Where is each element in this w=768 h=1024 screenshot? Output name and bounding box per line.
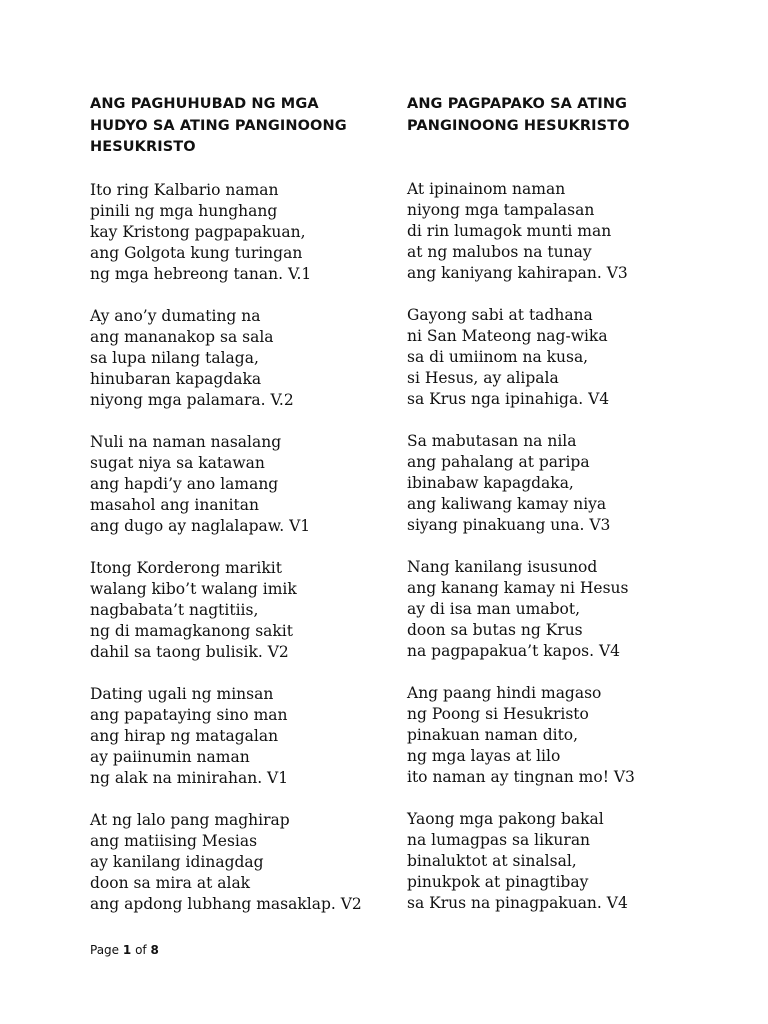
verse-line: At ipinainom naman [407, 180, 566, 198]
verse-line: ay kanilang idinagdag [90, 852, 264, 871]
page-number-footer [90, 943, 159, 957]
verse-line: ang kanang kamay ni Hesus [407, 579, 629, 597]
verse-line: ng di mamagkanong sakit [90, 621, 293, 640]
verse-line: Itong Korderong marikit [90, 558, 282, 577]
left-title [90, 94, 380, 159]
verse-line: ang matiising Mesias [90, 831, 258, 850]
verse-line: Nuli na naman nasalang [90, 432, 282, 451]
verse-line: ang mananakop sa sala [90, 327, 274, 346]
verse-line: Ang paang hindi magaso [407, 684, 602, 702]
verse-line: na lumagpas sa likuran [407, 831, 591, 849]
verse-line: ng mga hebreong tanan. V.1 [90, 264, 312, 283]
title-line: ANG PAGPAPAKO SA ATING [407, 96, 628, 112]
verse-line: ang kaliwang kamay niya [407, 495, 607, 513]
verse-line: dahil sa taong bulisik. V2 [90, 642, 289, 661]
verse-line: ang papataying sino man [90, 705, 288, 724]
stanza [407, 431, 737, 536]
stanza [407, 683, 737, 788]
verse-line: sa lupa nilang talaga, [90, 348, 259, 367]
title-line: ANG PAGHUHUBAD NG MGA [90, 96, 319, 112]
stanza [90, 558, 380, 663]
verse-line: Yaong mga pakong bakal [407, 810, 604, 828]
stanza [407, 305, 737, 410]
stanza [407, 557, 737, 662]
verse-line: ito naman ay tingnan mo! V3 [407, 768, 635, 786]
verse-line: ang pahalang at paripa [407, 453, 590, 471]
title-line: HUDYO SA ATING PANGINOONG [90, 117, 347, 134]
verse-line: ng mga layas at lilo [407, 747, 561, 765]
verse-line: sugat niya sa katawan [90, 453, 265, 472]
verse-line: ang Golgota kung turingan [90, 243, 303, 262]
verse-line: ang hapdi’y ano lamang [90, 474, 279, 493]
verse-line: at ng malubos na tunay [407, 243, 592, 261]
stanza [90, 810, 380, 915]
verse-line: masahol ang inanitan [90, 495, 259, 514]
verse-line: di rin lumagok munti man [407, 222, 612, 240]
verse-line: Ay ano’y dumating na [90, 306, 261, 325]
verse-line: siyang pinakuang una. V3 [407, 516, 611, 534]
stanza [90, 684, 380, 789]
verse-line: walang kibo’t walang imik [90, 579, 297, 598]
stanza [407, 809, 737, 914]
verse-line: niyong mga palamara. V.2 [90, 390, 294, 409]
verse-line: binaluktot at sinalsal, [407, 852, 577, 870]
verse-line: na pagpapakua’t kapos. V4 [407, 642, 621, 660]
verse-line: Nang kanilang isusunod [407, 558, 598, 576]
verse-line: hinubaran kapagdaka [90, 369, 262, 388]
verse-line: ng alak na minirahan. V1 [90, 768, 289, 787]
of-label: of [135, 943, 147, 957]
verse-line: pinili ng mga hunghang [90, 201, 278, 220]
verse-line: ng Poong si Hesukristo [407, 705, 589, 723]
verse-line: si Hesus, ay alipala [407, 369, 559, 387]
verse-line: pinakuan naman dito, [407, 726, 579, 744]
verse-line: sa Krus nga ipinahiga. V4 [407, 390, 610, 408]
verse-line: Ito ring Kalbario naman [90, 180, 279, 199]
verse-line: ang dugo ay naglalapaw. V1 [90, 516, 311, 535]
verse-line: ay di isa man umabot, [407, 600, 580, 618]
stanza [90, 432, 380, 537]
stanza [407, 179, 737, 284]
verse-line: At ng lalo pang maghirap [90, 810, 290, 829]
title-line: HESUKRISTO [90, 139, 196, 155]
verse-line: niyong mga tampalasan [407, 201, 595, 219]
verse-line: ang hirap ng matagalan [90, 726, 279, 745]
right-title [407, 94, 737, 137]
verse-line: kay Kristong pagpapakuan, [90, 222, 306, 241]
verse-line: sa di umiinom na kusa, [407, 348, 589, 366]
verse-line: ang kaniyang kahirapan. V3 [407, 264, 628, 282]
verse-line: nagbabata’t nagtitiis, [90, 600, 259, 619]
stanza [90, 180, 380, 285]
verse-line: Dating ugali ng minsan [90, 684, 274, 703]
left-column [90, 94, 380, 936]
verse-line: ang apdong lubhang masaklap. V2 [90, 894, 362, 913]
verse-line: doon sa butas ng Krus [407, 621, 583, 639]
verse-line: ibinabaw kapagdaka, [407, 474, 574, 492]
verse-line: Sa mabutasan na nila [407, 432, 577, 450]
page-label: Page [90, 943, 120, 957]
verse-line: ay paiinumin naman [90, 747, 250, 766]
page-current: 1 [122, 943, 132, 957]
verse-line: pinukpok at pinagtibay [407, 873, 589, 891]
verse-line: ni San Mateong nag-wika [407, 327, 608, 345]
page-total: 8 [150, 943, 159, 957]
stanza [90, 306, 380, 411]
verse-line: doon sa mira at alak [90, 873, 251, 892]
verse-line: Gayong sabi at tadhana [407, 306, 593, 324]
title-line: PANGINOONG HESUKRISTO [407, 117, 630, 134]
verse-line: sa Krus na pinagpakuan. V4 [407, 894, 628, 912]
right-column [407, 94, 737, 935]
